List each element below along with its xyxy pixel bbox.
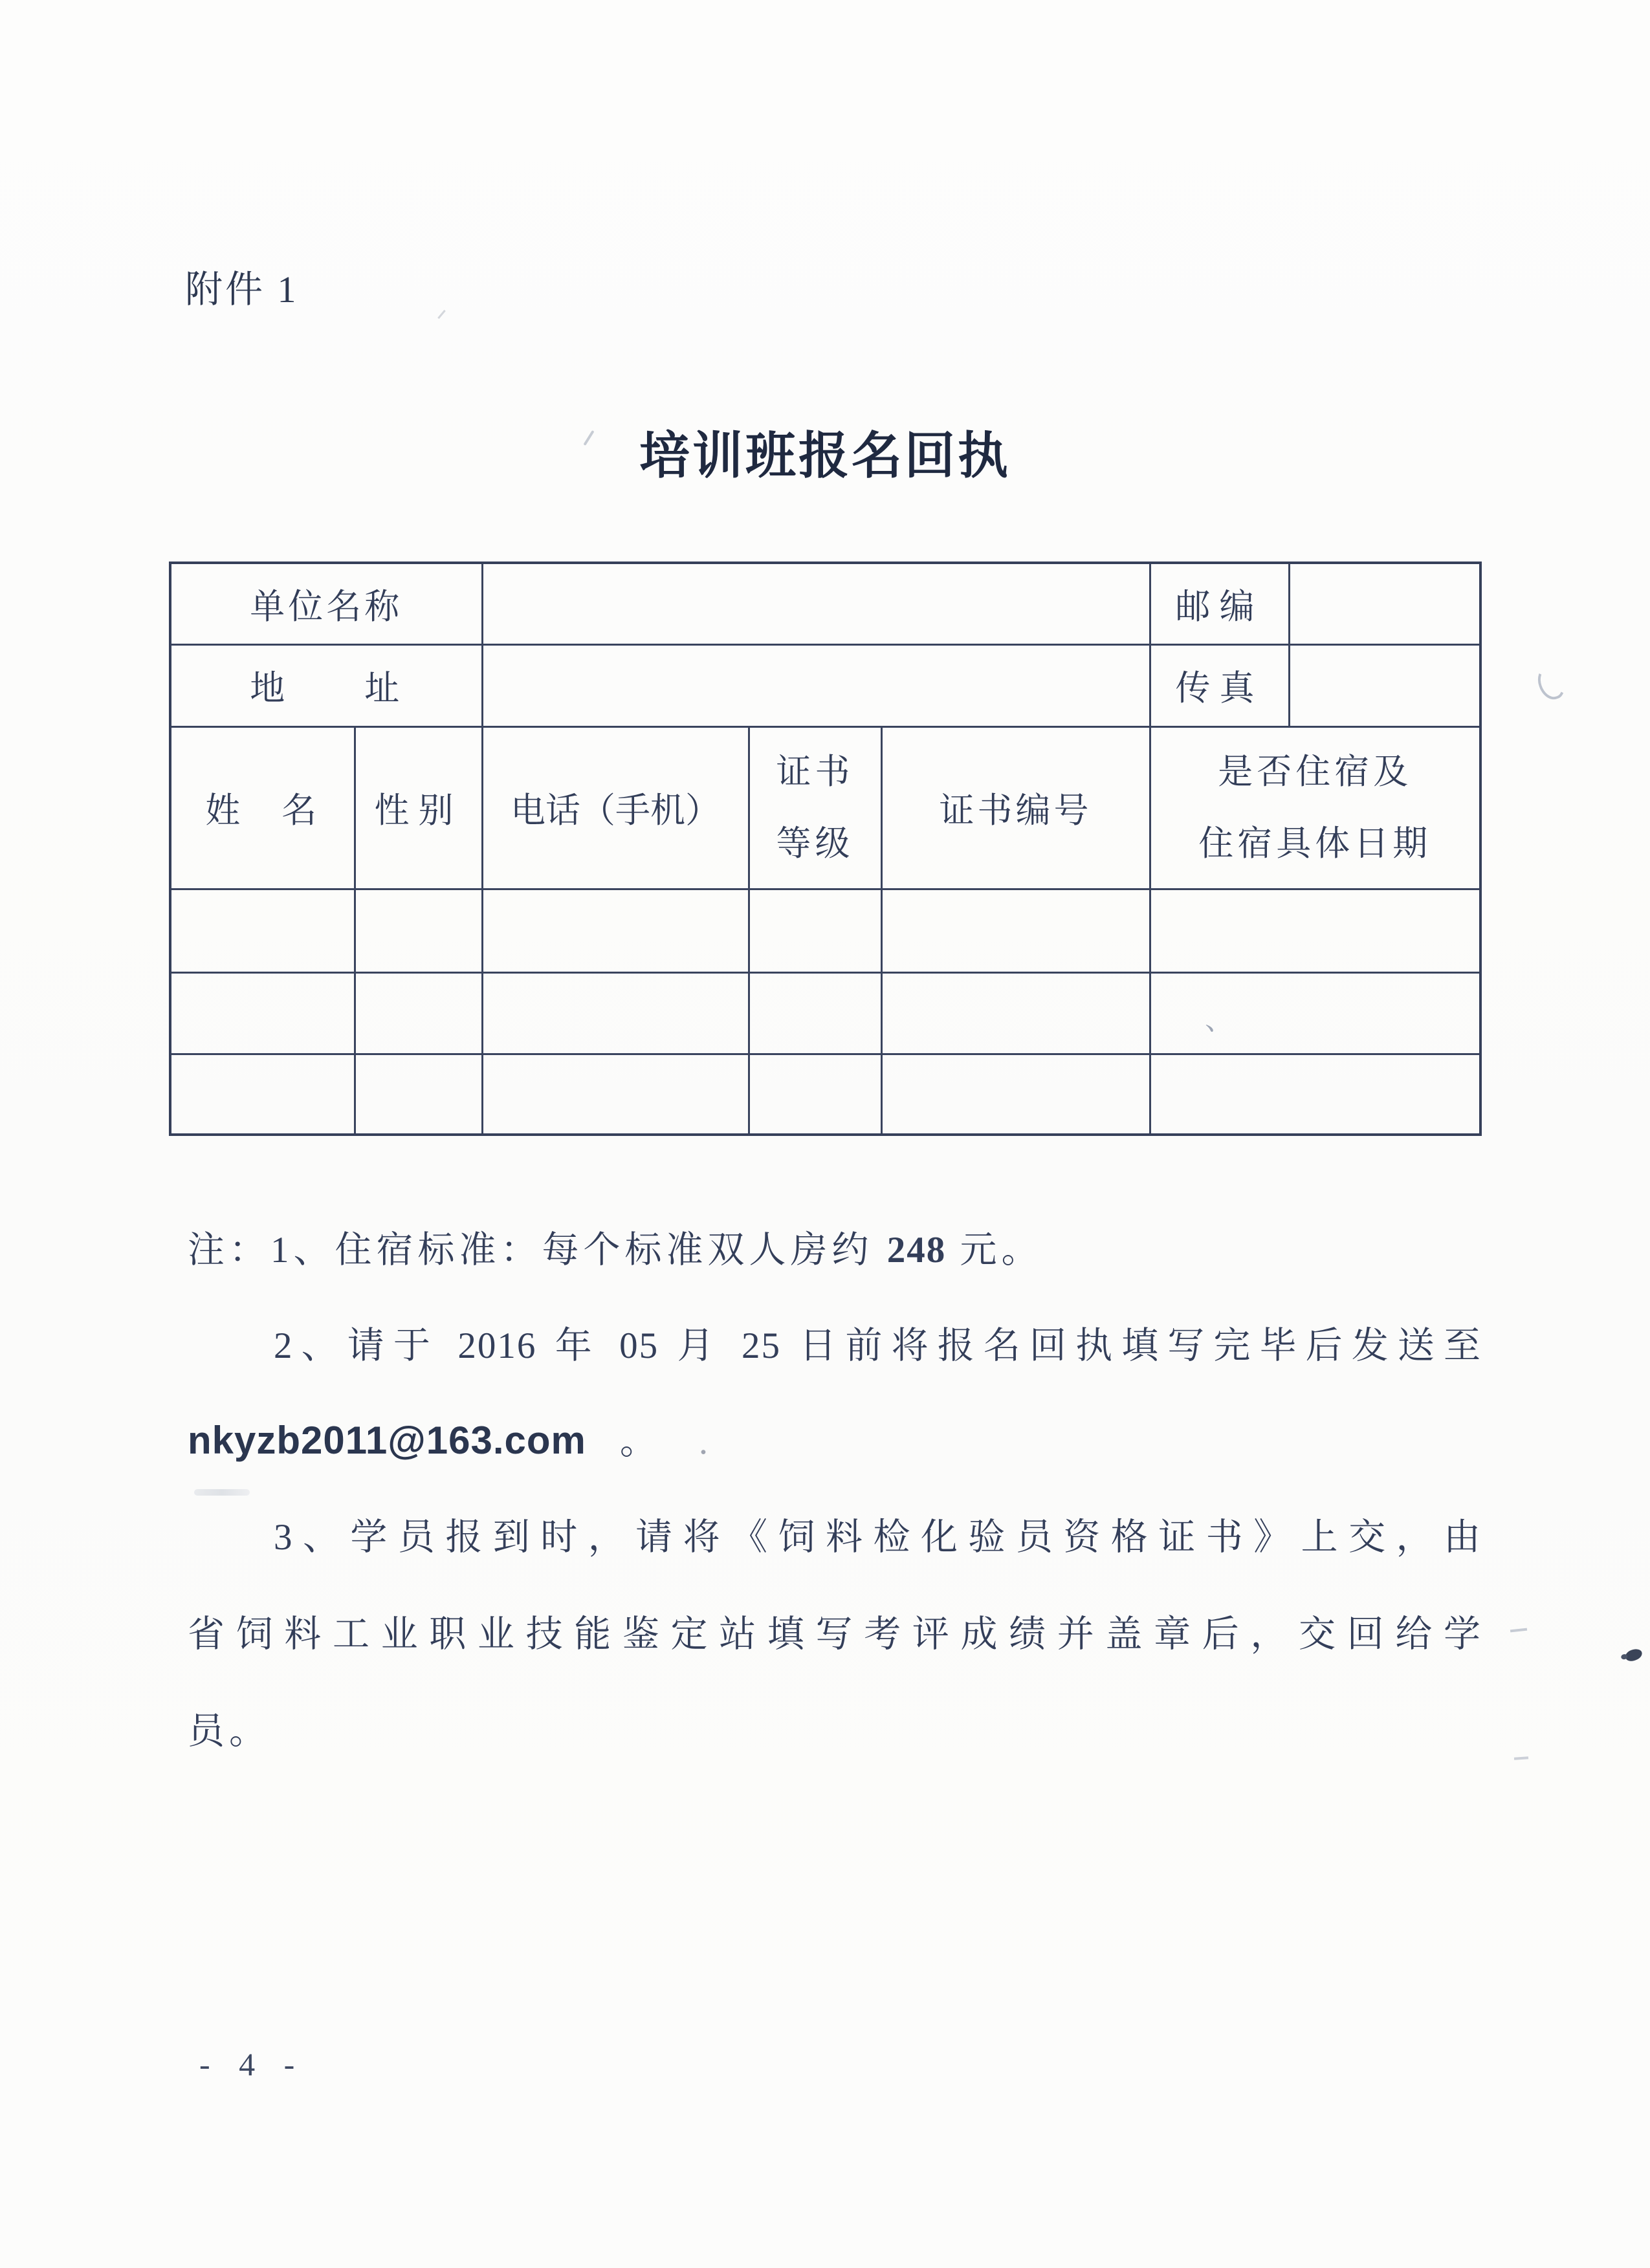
unit-name-blank-cell — [482, 563, 1150, 644]
table-row-unit — [170, 563, 1480, 644]
page-title: 培训班报名回执 — [639, 428, 1011, 484]
note-1-text: 注：1、住宿标准：每个标准双人房约 — [188, 1230, 887, 1270]
note-1 — [188, 1229, 1482, 1272]
blank-cell — [1150, 972, 1480, 1054]
scan-artifact — [1534, 663, 1568, 703]
scan-artifact — [437, 310, 446, 319]
blank-cell — [482, 1054, 749, 1135]
page-number: - 4 - — [199, 2046, 305, 2082]
note-3-line-1: 3、学员报到时，请将《饲料检化验员资格证书》上交，由 — [274, 1517, 1482, 1558]
email-address: nkyzb2011@163.com — [188, 1419, 586, 1462]
col-header-name: 姓 名 — [170, 726, 355, 889]
blank-cell — [881, 1054, 1150, 1135]
postal-code-label: 邮编 — [1150, 563, 1289, 644]
scan-artifact — [194, 1489, 250, 1496]
cert-level-line1: 证书 — [776, 752, 854, 791]
blank-cell — [482, 972, 749, 1054]
blank-cell — [170, 972, 355, 1054]
col-header-cert-no: 证书编号 — [881, 726, 1150, 889]
col-header-cert-level — [749, 726, 881, 889]
col-header-lodging — [1150, 726, 1480, 889]
scan-artifact — [1625, 1648, 1644, 1662]
note-2-line-1: 2、请于 2016 年 05 月 25 日前将报名回执填写完毕后发送至 — [274, 1325, 1482, 1366]
blank-cell — [1150, 889, 1480, 972]
lodging-line2: 住宿具体日期 — [1198, 823, 1432, 863]
blank-cell — [881, 972, 1150, 1054]
note-2-faint-dot: . — [698, 1421, 713, 1462]
blank-cell — [355, 889, 482, 972]
blank-cell — [170, 1054, 355, 1135]
blank-cell — [881, 889, 1150, 972]
note-1-suffix: 元。 — [946, 1230, 1043, 1270]
note-3-line-2: 省饲料工业职业技能鉴定站填写考评成绩并盖章后，交回给学 — [188, 1614, 1482, 1655]
blank-cell — [355, 972, 482, 1054]
table-row-empty-3 — [170, 1054, 1480, 1135]
scan-artifact: 、 — [1205, 1004, 1233, 1036]
blank-cell — [355, 1054, 482, 1135]
unit-name-label: 单位名称 — [170, 563, 482, 644]
blank-cell — [749, 1054, 881, 1135]
blank-cell — [749, 972, 881, 1054]
col-header-phone: 电话（手机） — [482, 726, 749, 889]
fax-blank-cell — [1289, 644, 1480, 726]
table-row-empty-2 — [170, 972, 1480, 1054]
note-2-period: 。 — [619, 1421, 661, 1462]
registration-table — [169, 562, 1482, 1136]
blank-cell — [482, 889, 749, 972]
blank-cell — [749, 889, 881, 972]
address-label: 地 址 — [170, 644, 482, 726]
address-blank-cell — [482, 644, 1150, 726]
attachment-label: 附件 1 — [185, 268, 299, 311]
scan-artifact — [1514, 1756, 1528, 1760]
table-header-row — [170, 726, 1480, 889]
table-row-address — [170, 644, 1480, 726]
fax-label: 传真 — [1150, 644, 1289, 726]
blank-cell — [170, 889, 355, 972]
postal-code-blank-cell — [1289, 563, 1480, 644]
blank-cell — [1150, 1054, 1480, 1135]
table-row-empty-1 — [170, 889, 1480, 972]
note-3-line-3: 员。 — [188, 1711, 270, 1752]
cert-level-line2: 等级 — [776, 823, 854, 863]
lodging-line1: 是否住宿及 — [1218, 752, 1413, 791]
col-header-gender: 性别 — [355, 726, 482, 889]
scan-artifact — [1510, 1628, 1527, 1633]
note-2-line-2 — [188, 1418, 1482, 1463]
note-1-price: 248 — [886, 1230, 947, 1270]
